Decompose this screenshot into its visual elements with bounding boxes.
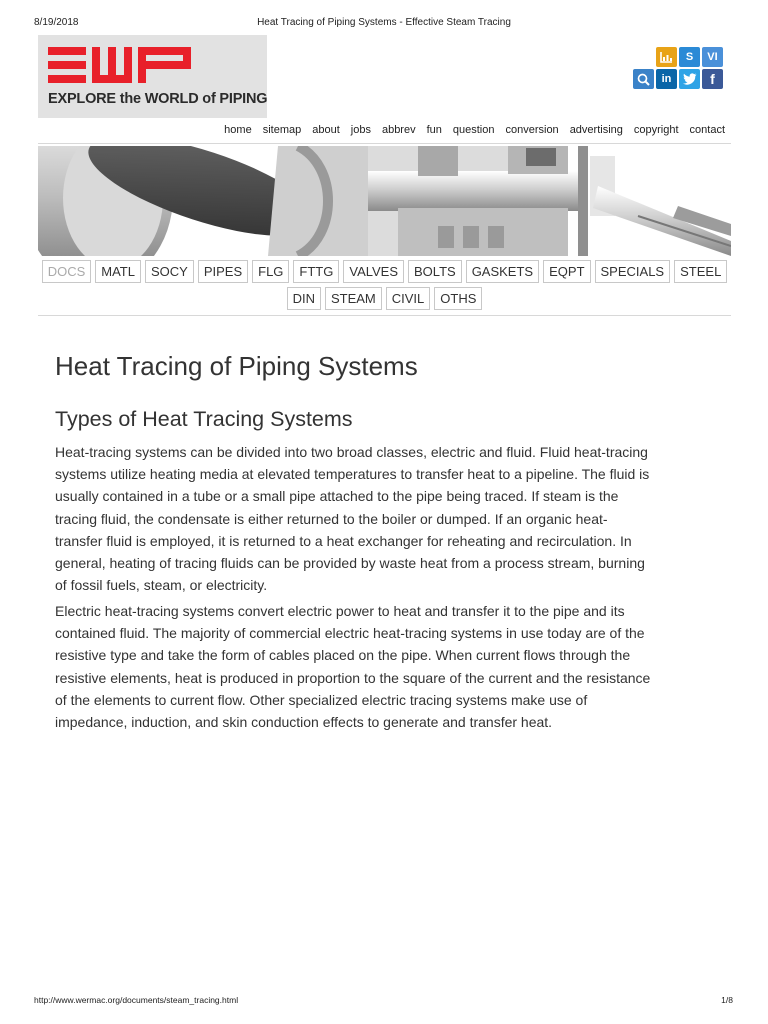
cat-socy[interactable]: SOCY bbox=[145, 260, 194, 283]
nav-jobs[interactable]: jobs bbox=[350, 124, 371, 136]
print-title: Heat Tracing of Piping Systems - Effective Steam Tracing bbox=[257, 17, 511, 28]
text-line: general, heating of tracing fluids can be provided by waste heat from a process stream, burning bbox=[55, 555, 645, 572]
print-page-number: 1/8 bbox=[721, 995, 733, 1005]
text-line: usually contained in a tube or a small pipe attached to the pipe being traced. If steam is the bbox=[55, 488, 619, 505]
site-logo[interactable] bbox=[38, 35, 267, 118]
vk-icon[interactable]: VI bbox=[702, 47, 723, 67]
header-divider bbox=[38, 143, 731, 144]
text-line: systems utilize heating media at elevated temperatures to transfer heat to a pipeline. The fluid is bbox=[55, 466, 650, 483]
nav-abbrev[interactable]: abbrev bbox=[381, 124, 416, 136]
cat-fttg[interactable]: FTTG bbox=[293, 260, 339, 283]
nav-home[interactable]: home bbox=[224, 124, 252, 136]
cat-specials[interactable]: SPECIALS bbox=[595, 260, 671, 283]
nav-fun[interactable]: fun bbox=[426, 124, 442, 136]
chart-icon[interactable] bbox=[656, 47, 677, 67]
linkedin-icon[interactable]: in bbox=[656, 69, 677, 89]
print-date: 8/19/2018 bbox=[34, 17, 79, 28]
twitter-icon[interactable] bbox=[679, 69, 700, 89]
paragraph-fluid-tracing bbox=[55, 441, 719, 596]
facebook-icon[interactable]: f bbox=[702, 69, 723, 89]
nav-conversion[interactable]: conversion bbox=[505, 124, 559, 136]
logo-tagline: EXPLORE the WORLD of PIPING bbox=[48, 91, 268, 107]
cat-civil[interactable]: CIVIL bbox=[386, 287, 431, 310]
text-line: of fossil fuels, steam, or electricity. bbox=[55, 577, 268, 594]
nav-contact[interactable]: contact bbox=[689, 124, 725, 136]
section-title: Types of Heat Tracing Systems bbox=[55, 407, 353, 431]
text-line: tracing fluid, the condensate is either returned to the boiler or dumped. If an organic heat- bbox=[55, 510, 608, 527]
cat-steel[interactable]: STEEL bbox=[674, 260, 727, 283]
paragraph-electric-tracing bbox=[55, 600, 719, 733]
cat-pipes[interactable]: PIPES bbox=[198, 260, 248, 283]
cat-gaskets[interactable]: GASKETS bbox=[466, 260, 539, 283]
text-line: contained fluid. The majority of commercial electric heat-tracing systems in use today are of the bbox=[55, 625, 645, 642]
text-line: transfer fluid is employed, it is returned to a heat exchanger for reheating and recirculation. In bbox=[55, 532, 632, 549]
text-line: Electric heat-tracing systems convert electric power to heat and transfer it to the pipe and its bbox=[55, 603, 625, 619]
category-row-2 bbox=[38, 287, 731, 310]
category-row-1 bbox=[38, 260, 731, 283]
text-line: Heat-tracing systems can be divided into two broad classes, electric and fluid. Fluid heat-tracing bbox=[55, 444, 648, 460]
cat-oths[interactable]: OTHS bbox=[434, 287, 482, 310]
nav-advertising[interactable]: advertising bbox=[569, 124, 623, 136]
skype-icon[interactable]: S bbox=[679, 47, 700, 67]
text-line: of the elements to current flow. Other specialized electric tracing systems make use of bbox=[55, 691, 588, 708]
text-line: resistive type and take the form of cables placed on the pipe. When current flows through the bbox=[55, 647, 631, 664]
search-icon[interactable] bbox=[633, 69, 654, 89]
text-line: resistive elements, heat is produced in proportion to the square of the current and the resistance bbox=[55, 669, 651, 686]
cat-steam[interactable]: STEAM bbox=[325, 287, 382, 310]
content-divider bbox=[38, 315, 731, 316]
nav-about[interactable]: about bbox=[312, 124, 340, 136]
cat-docs[interactable]: DOCS bbox=[42, 260, 92, 283]
cat-eqpt[interactable]: EQPT bbox=[543, 260, 590, 283]
cat-valves[interactable]: VALVES bbox=[343, 260, 404, 283]
page-title: Heat Tracing of Piping Systems bbox=[55, 351, 418, 381]
cat-flg[interactable]: FLG bbox=[252, 260, 289, 283]
nav-copyright[interactable]: copyright bbox=[633, 124, 679, 136]
text-line: impedance, induction, and skin conduction effects to generate and transfer heat. bbox=[55, 714, 553, 731]
nav-sitemap[interactable]: sitemap bbox=[262, 124, 302, 136]
cat-din[interactable]: DIN bbox=[287, 287, 321, 310]
print-footer-url: http://www.wermac.org/documents/steam_tracing.html bbox=[34, 995, 239, 1005]
nav-question[interactable]: question bbox=[452, 124, 495, 136]
cat-matl[interactable]: MATL bbox=[95, 260, 141, 283]
ewp-logo-mark bbox=[48, 47, 191, 83]
cat-bolts[interactable]: BOLTS bbox=[408, 260, 462, 283]
hero-valve-illustration bbox=[38, 146, 731, 256]
top-navigation bbox=[213, 124, 725, 136]
